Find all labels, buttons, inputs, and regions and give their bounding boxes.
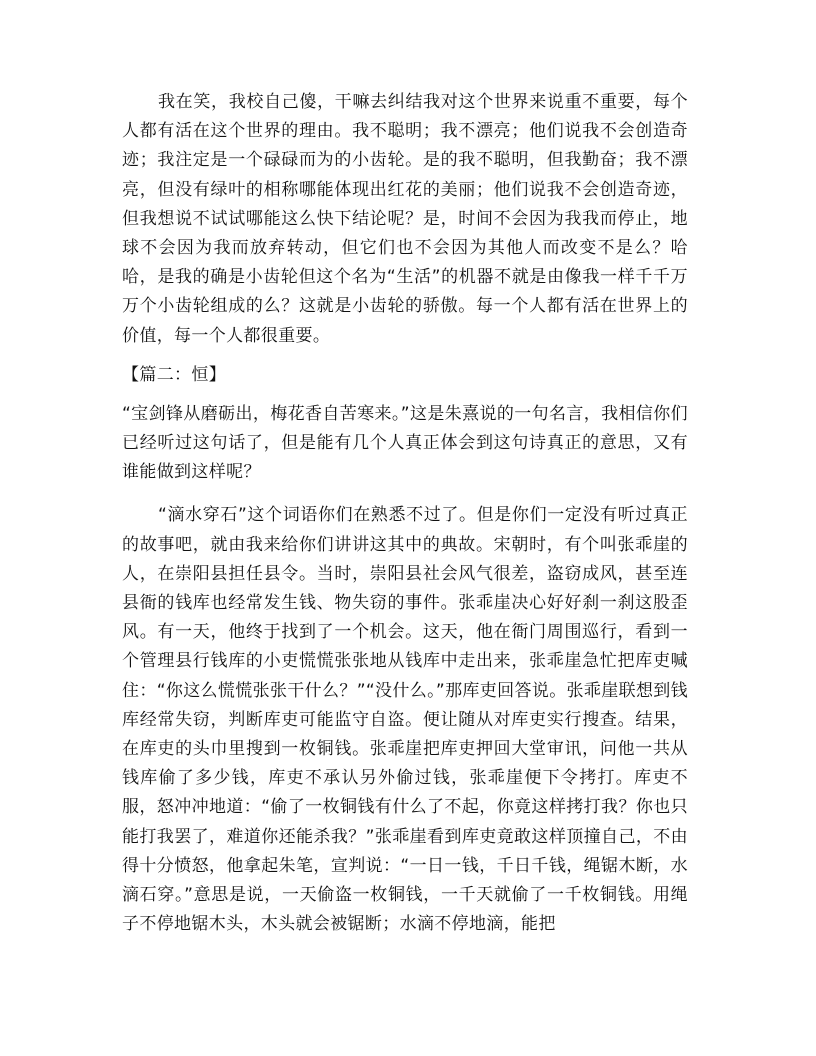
- essay-paragraph-1: 我在笑，我校自己傻，干嘛去纠结我对这个世界来说重不重要，每个人都有活在这个世界的理由。我不聪明；我不漂亮；他们说我不会创造奇迹；我注定是一个碌碌而为的小齿轮。是的我不聪明，但我勤奋；我不漂亮，但没有绿叶的相称哪能体现出红花的美丽；他们说我不会创造奇迹，但我想说不试试哪能这么快下结论呢？是，时间不会因为我我而停止，地球不会因为我而放弃转动，但它们也不会因为其他人而改变不是么？哈哈，是我的确是小齿轮但这个名为“生活”的机器不就是由像我一样千千万万个小齿轮组成的么？这就是小齿轮的骄傲。每一个人都有活在世界上的价值，每一个人都很重要。: [122, 92, 688, 346]
- essay-paragraph-3: “滴水穿石”这个词语你们在熟悉不过了。但是你们一定没有听过真正的故事吧，就由我来给你们讲讲这其中的典故。宋朝时，有个叫张乖崖的人，在崇阳县担任县令。当时，崇阳县社会风气很差，盗窃成风，甚至连县衙的钱库也经常发生钱、物失窃的事件。张乖崖决心好好刹一刹这股歪风。有一天，他终于找到了一个机会。这天，他在衙门周围巡行，看到一个管理县行钱库的小吏慌慌张张地从钱库中走出来，张乖崖急忙把库吏喊住：“你这么慌慌张张干什么？”“没什么。”那库吏回答说。张乖崖联想到钱库经常失窃，判断库吏可能监守自盗。便让随从对库吏实行搜查。结果，在库吏的头巾里搜到一枚铜钱。张乖崖把库吏押回大堂审讯，问他一共从钱库偷了多少钱，库吏不承认另外偷过钱，张乖崖便下令拷打。库吏不服，怒冲冲地道：“偷了一枚铜钱有什么了不起，你竟这样拷打我？你也只能打我罢了，难道你还能杀我？”张乖崖看到库吏竟敢这样顶撞自己，不由得十分愤怒，他拿起朱笔，宣判说：“一日一钱，千日千钱，绳锯木断，水滴石穿。”意思是说，一天偷盗一枚铜钱，一千天就偷了一千枚铜钱。用绳子不停地锯木头，木头就会被锯断；水滴不停地滴，能把: [122, 505, 688, 935]
- section-heading: 【篇二：恒】: [122, 364, 227, 385]
- essay-paragraph-2: “宝剑锋从磨砺出，梅花香自苦寒来。”这是朱熹说的一句名言，我相信你们已经听过这句话了，但是能有几个人真正体会到这句诗真正的意思，又有谁能做到这样呢？: [122, 403, 688, 483]
